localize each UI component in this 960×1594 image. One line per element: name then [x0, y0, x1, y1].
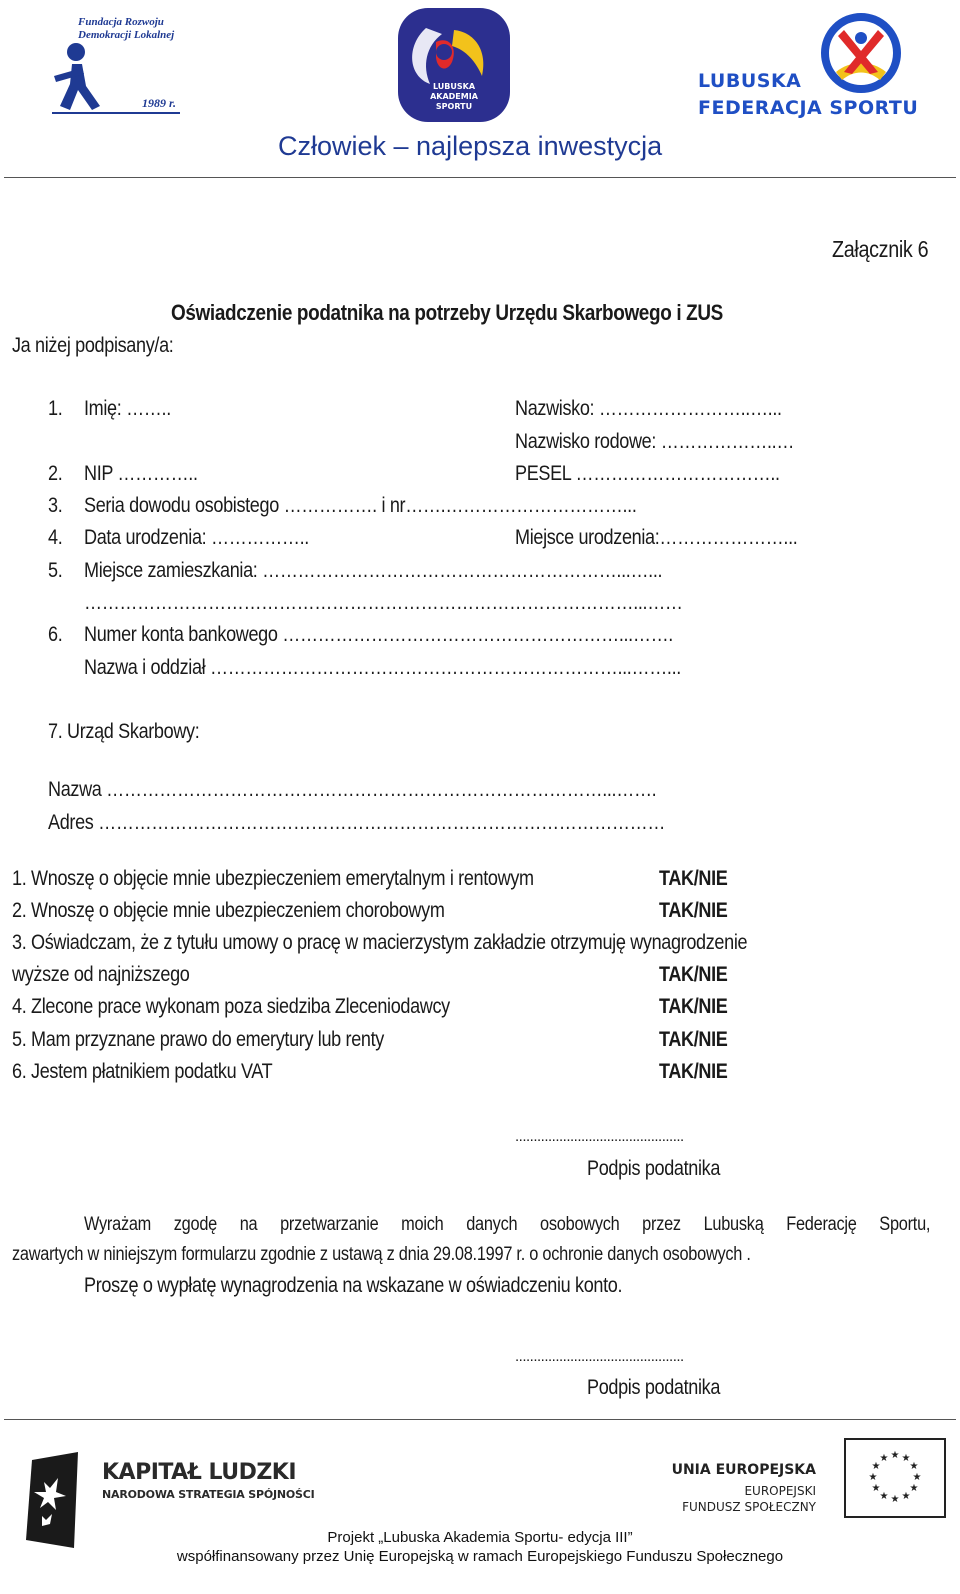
consent-second-line: zawartych w niniejszym formularzu zgodnie z ustawą z dnia 29.08.1997 r. o ochronie danych osobowych . [12, 1244, 751, 1265]
consent-word: danych [466, 1214, 518, 1235]
svg-text:★: ★ [868, 1472, 878, 1483]
svg-text:★: ★ [871, 1483, 881, 1494]
svg-text:★: ★ [890, 1494, 900, 1505]
statement-text: 6. Jestem płatnikiem podatku VAT [12, 1060, 273, 1083]
field-address: Miejsce zamieszkania: ……………………………………………………...…... [84, 559, 663, 582]
field-bank-branch: Nazwa i oddział ……………………………………………………………...……... [84, 656, 681, 679]
svg-text:★: ★ [901, 1453, 911, 1464]
statement-text: wyższe od najniższego [12, 963, 190, 986]
consent-word: zgodę [173, 1214, 218, 1235]
field-number: 2. [48, 462, 63, 485]
statement-text: 4. Zlecone prace wykonam poza siedziba Zleceniodawcy [12, 995, 450, 1018]
fundacja-logo-year: 1989 r. [142, 96, 177, 110]
statement-answer: TAK/NIE [659, 1028, 728, 1051]
field-last-name: Nazwisko: ……………………..…... [515, 397, 782, 420]
field-number: 3. [48, 494, 63, 517]
field-address-continued: …………………………………………………………………………………...…… [84, 591, 683, 614]
motto-heading: Człowiek – najlepsza inwestycja [278, 131, 663, 161]
svg-text:★: ★ [871, 1461, 881, 1472]
field-nip: NIP ………….. [84, 462, 198, 485]
payment-request-text: Proszę o wypłatę wynagrodzenia na wskazane w oświadczeniu konto. [84, 1274, 623, 1297]
header-divider [4, 177, 956, 178]
kapital-ludzki-subtitle: NARODOWA STRATEGIA SPÓJNOŚCI [102, 1488, 315, 1501]
statement-answer: TAK/NIE [659, 1060, 728, 1083]
consent-word: na [239, 1214, 258, 1235]
eu-line3: FUNDUSZ SPOŁECZNY [682, 1500, 816, 1514]
statement-text: 3. Oświadczam, że z tytułu umowy o pracę w macierzystym zakładzie otrzymuję wynagrodzenie [12, 931, 748, 954]
consent-word: Federację [786, 1214, 857, 1235]
fundacja-logo-text: Fundacja Rozwoju Demokracji Lokalnej [78, 16, 175, 41]
attachment-label: Załącznik 6 [832, 236, 929, 262]
lfs-logo-line2: FEDERACJA SPORTU [698, 97, 919, 119]
signature-label: Podpis podatnika [587, 1376, 721, 1399]
lfs-logo-text [698, 68, 918, 122]
svg-text:★: ★ [909, 1461, 919, 1472]
field-number: 6. [48, 623, 63, 646]
consent-word: przez [642, 1214, 681, 1235]
statement-answer: TAK/NIE [659, 963, 728, 986]
field-id-series-number: Seria dowodu osobistego ……………. i nr…….…………………………... [84, 494, 637, 517]
kapital-ludzki-title: KAPITAŁ LUDZKI [102, 1460, 297, 1485]
svg-text:★: ★ [909, 1483, 919, 1494]
svg-text:★: ★ [901, 1491, 911, 1502]
fundacja-logo [52, 14, 192, 118]
statement-text: 2. Wnoszę o objęcie mnie ubezpieczeniem chorobowym [12, 899, 445, 922]
consent-word: Sportu, [879, 1214, 931, 1235]
consent-word: osobowych [540, 1214, 620, 1235]
svg-text:★: ★ [879, 1453, 889, 1464]
consent-first-line [84, 1214, 930, 1236]
field-maiden-name: Nazwisko rodowe: ………………..… [515, 430, 795, 453]
las-logo-text [396, 82, 512, 112]
las-logo-line1: LUBUSKA [432, 82, 476, 91]
svg-text:★: ★ [879, 1491, 889, 1502]
lubuska-akademia-sportu-logo [396, 6, 512, 124]
document-title: Oświadczenie podatnika na potrzeby Urzędu Skarbowego i ZUS [171, 300, 723, 325]
field-number: 1. [48, 397, 63, 420]
eu-flag-icon [844, 1438, 946, 1518]
tax-office-address-field: Adres …………………………………………………………………………………… [48, 811, 666, 834]
las-logo-line2: AKADEMIA [430, 92, 478, 101]
signature-label: Podpis podatnika [587, 1157, 721, 1180]
signature-line: .............................................. [515, 1348, 684, 1365]
tax-office-label: 7. Urząd Skarbowy: [48, 720, 200, 743]
fundacja-logo-underline [52, 112, 180, 114]
field-number: 4. [48, 526, 63, 549]
lubuska-federacja-sportu-logo [698, 12, 938, 122]
footer-divider [4, 1419, 956, 1420]
field-bank-account: Numer konta bankowego …………………………………………………...……. [84, 623, 673, 646]
statement-text: 1. Wnoszę o objęcie mnie ubezpieczeniem emerytalnym i rentowym [12, 867, 534, 890]
statement-answer: TAK/NIE [659, 867, 728, 890]
field-birth-place: Miejsce urodzenia:…………………... [515, 526, 798, 549]
consent-word: przetwarzanie [280, 1214, 379, 1235]
consent-word: Wyrażam [84, 1214, 152, 1235]
consent-word: Lubuską [703, 1214, 764, 1235]
svg-text:★: ★ [912, 1472, 922, 1483]
statement-text: 5. Mam przyznane prawo do emerytury lub renty [12, 1028, 384, 1051]
tax-office-name-field: Nazwa …………………………………………………………………………...……. [48, 778, 657, 801]
project-name-line: Projekt „Lubuska Akademia Sportu- edycja III” [327, 1529, 633, 1546]
svg-text:★: ★ [890, 1450, 900, 1461]
eu-title: UNIA EUROPEJSKA [671, 1462, 816, 1478]
field-number: 5. [48, 559, 63, 582]
consent-word: moich [401, 1214, 444, 1235]
signature-line: .............................................. [515, 1128, 684, 1145]
statement-answer: TAK/NIE [659, 995, 728, 1018]
field-pesel: PESEL …………………………….. [515, 462, 780, 485]
statement-answer: TAK/NIE [659, 899, 728, 922]
field-first-name: Imię: …….. [84, 397, 171, 420]
lfs-logo-line1: LUBUSKA [698, 70, 802, 92]
cofinancing-line: współfinansowany przez Unię Europejską w ramach Europejskiego Funduszu Społecznego [176, 1548, 784, 1565]
intro-text: Ja niżej podpisany/a: [12, 334, 174, 357]
field-birth-date: Data urodzenia: …………….. [84, 526, 309, 549]
runner-icon [52, 32, 122, 118]
las-logo-line3: SPORTU [435, 102, 473, 111]
eu-line2: EUROPEJSKI [744, 1484, 816, 1498]
